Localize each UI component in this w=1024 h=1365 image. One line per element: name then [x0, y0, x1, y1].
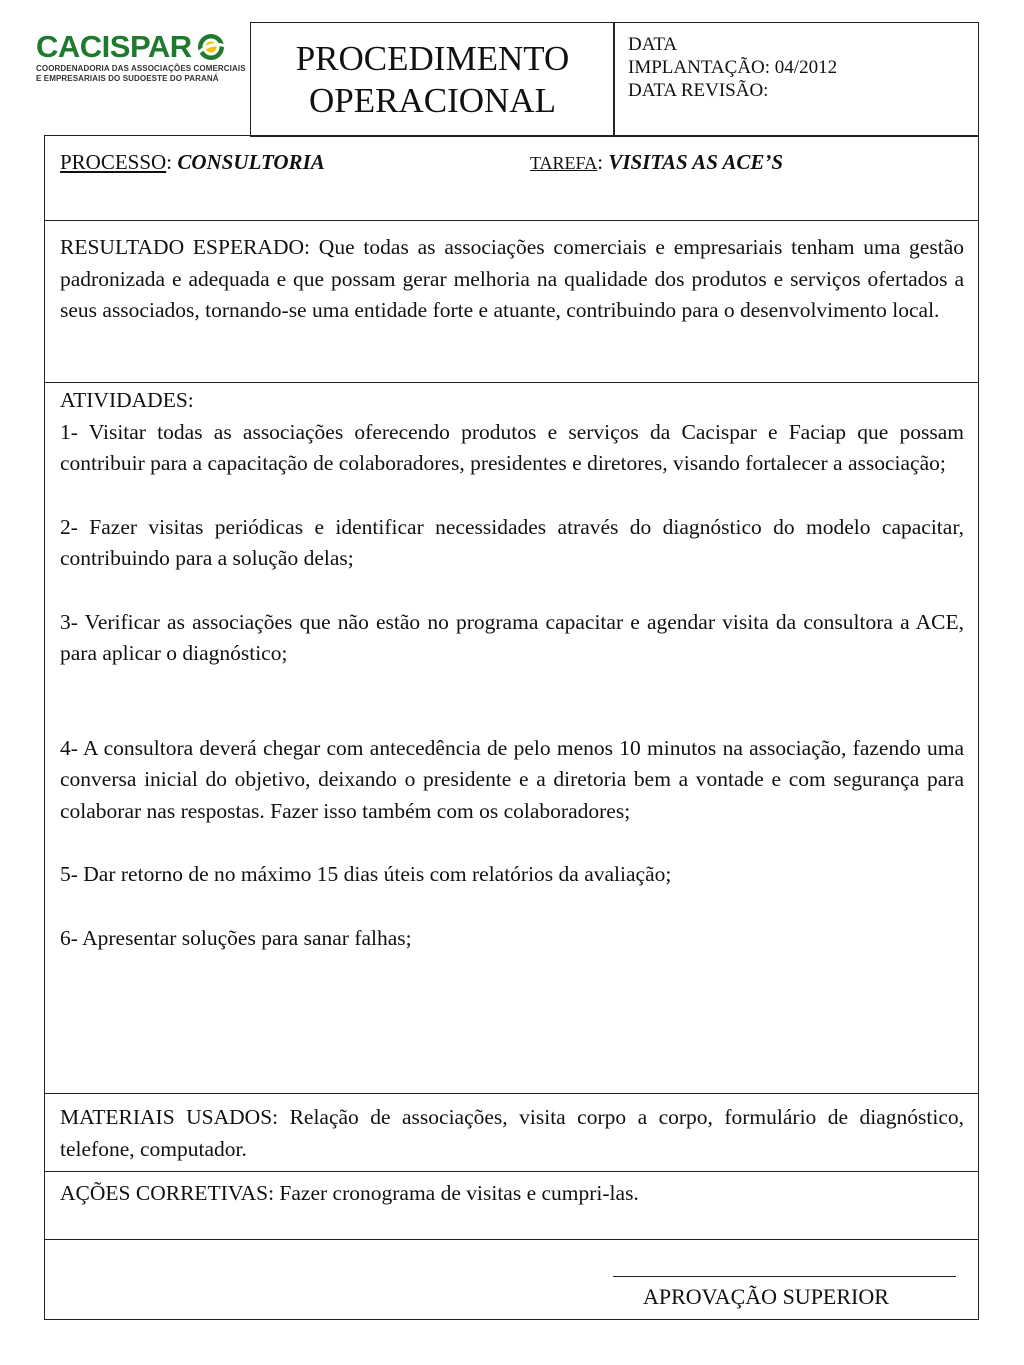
processo-row	[45, 136, 978, 221]
tarefa-value: VISITAS AS ACE’S	[608, 150, 784, 174]
tarefa-label: TAREFA	[530, 153, 598, 173]
atividade-item: 6- Apresentar soluções para sanar falhas;	[60, 925, 412, 950]
materiais-row	[45, 1094, 978, 1172]
resultado-text: RESULTADO ESPERADO: Que todas as associações comerciais e empresariais tenham uma gestão padronizada e adequada e que possam gerar melhoria na qualidade dos produtos e serviços ofertados a seus associados, tornando-se uma entidade forte e atuante, contribuindo para o desenvolvimento local.	[60, 235, 964, 322]
atividades-content	[45, 383, 978, 954]
atividades-row	[45, 383, 978, 1094]
processo-field	[60, 147, 325, 177]
aprovacao-label: APROVAÇÃO SUPERIOR	[643, 1284, 889, 1309]
logo-name: CACISPAR	[36, 29, 192, 64]
revisao-date: DATA REVISÃO:	[628, 80, 769, 101]
implantacao-date: IMPLANTAÇÃO: 04/2012	[628, 57, 838, 78]
cacispar-logo	[36, 30, 250, 100]
atividades-title: ATIVIDADES:	[60, 388, 194, 412]
document-title-line-1: PROCEDIMENTO	[295, 38, 570, 78]
logo-subtitle-line-1: COORDENADORIA DAS ASSOCIAÇÕES COMERCIAIS	[36, 64, 246, 73]
acoes-text: AÇÕES CORRETIVAS: Fazer cronograma de visitas e cumpri-las.	[60, 1181, 639, 1205]
logo-title	[36, 30, 250, 64]
processo-colon: :	[166, 150, 178, 174]
dates-box	[613, 22, 979, 137]
tarefa-colon: :	[597, 150, 609, 174]
document-title-box	[250, 22, 615, 137]
processo-label: PROCESSO	[60, 150, 167, 174]
sun-swoosh-icon	[196, 32, 226, 62]
atividade-item: 2- Fazer visitas periódicas e identificar necessidades através do diagnóstico do modelo capacitar, contribuindo para a solução delas;	[60, 514, 964, 570]
aprovacao-row	[45, 1240, 978, 1321]
document-title-line-2: OPERACIONAL	[309, 80, 556, 120]
acoes-row	[45, 1172, 978, 1240]
signature-line	[613, 1276, 956, 1277]
data-label: DATA	[628, 34, 678, 55]
atividade-item: 5- Dar retorno de no máximo 15 dias úteis com relatórios da avaliação;	[60, 862, 672, 886]
atividade-item: 3- Verificar as associações que não estão no programa capacitar e agendar visita da consultora a ACE, para aplicar o diagnóstico;	[60, 609, 964, 665]
procedure-table	[44, 135, 979, 1320]
tarefa-field	[530, 147, 783, 178]
materiais-text: MATERIAIS USADOS: Relação de associações, visita corpo a corpo, formulário de diagnóstico, telefone, computador.	[60, 1105, 964, 1161]
logo-subtitle-line-2: E EMPRESARIAIS DO SUDOESTE DO PARANÁ	[36, 74, 219, 83]
atividade-item: 4- A consultora deverá chegar com antecedência de pelo menos 10 minutos na associação, fazendo uma conversa inicial do objetivo, deixando o presidente e a diretoria bem a vontade e com segurança para colaborar nas respostas. Fazer isso também com os colaboradores;	[60, 735, 964, 823]
resultado-row	[45, 221, 978, 383]
atividade-item: 1- Visitar todas as associações oferecendo produtos e serviços da Cacispar e Faciap que possam contribuir para a capacitação de colaboradores, presidentes e diretores, visando fortalecer a associação;	[60, 419, 964, 475]
processo-value: CONSULTORIA	[177, 150, 325, 174]
